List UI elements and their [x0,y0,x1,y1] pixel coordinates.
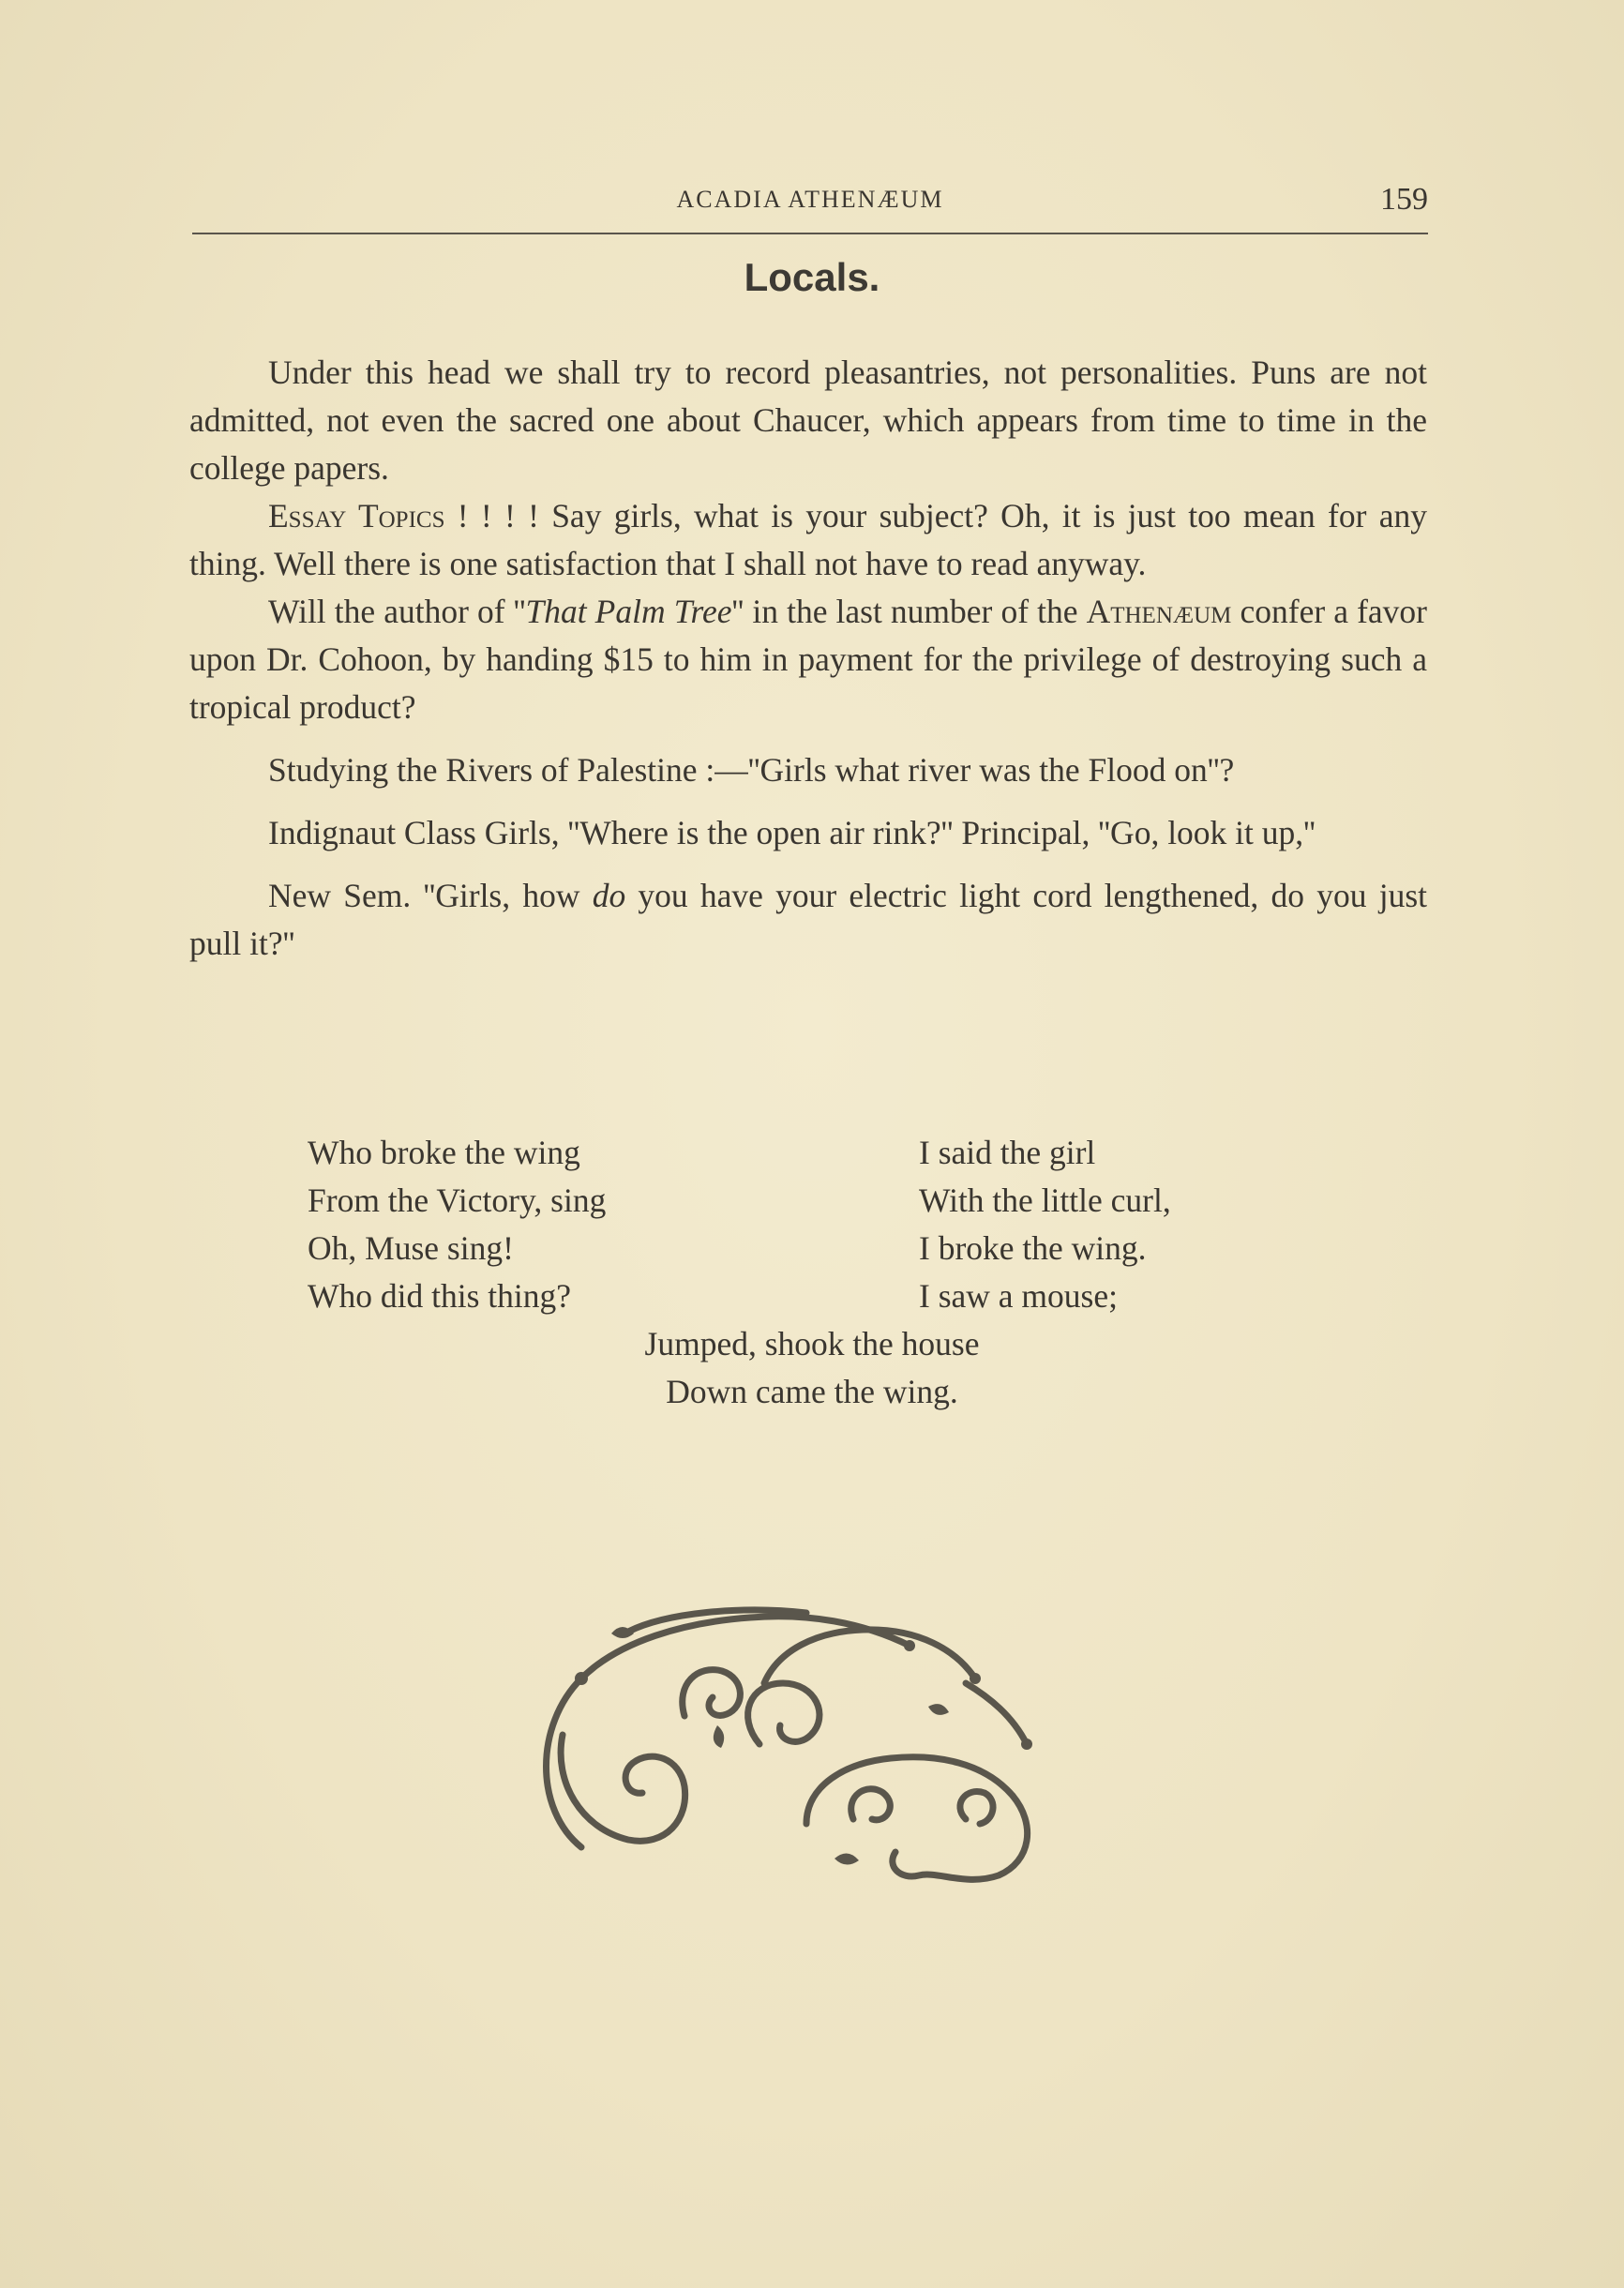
essay-topics-text: ! ! ! ! Say girls, what is your subject? Oh, it is just too mean for any thing. Well there is one satisfaction that I shall not have to read anyway. [189,497,1427,582]
paragraph-rink-text: Indignaut Class Girls, ''Where is the open air rink?'' Principal, ''Go, look it up,'' [268,814,1316,851]
paragraph-essay-topics [189,492,1427,588]
electric-cord-text-b: you have your electric light cord lengthened, do you just pull it?'' [189,877,1427,962]
poem-line: Who did this thing? [308,1277,572,1315]
palm-tree-text-c: confer a favor upon Dr. Cohoon, by handing $15 to him in payment for the privilege of destroying such a tropical product? [189,593,1427,726]
poem-line: Oh, Muse sing! [308,1229,514,1267]
poem-line: Down came the wing. [666,1373,958,1410]
paragraph-rink [189,809,1427,857]
paragraph-rivers-text: Studying the Rivers of Palestine :—''Girls what river was the Flood on''? [268,751,1235,789]
section-title: Locals. [744,255,880,299]
poem-line: From the Victory, sing [308,1182,607,1219]
poem-line: I said the girl [919,1134,1096,1171]
poem-right-column [919,1129,1171,1320]
poem-line: I broke the wing. [919,1229,1147,1267]
poem-line: Who broke the wing [308,1134,580,1171]
paragraph-intro-text: Under this head we shall try to record pleasantries, not personalities. Puns are not admitted, not even the sacred one about Chaucer, which appears from time to time in the college papers. [189,354,1427,487]
scroll-ornament-icon [525,1594,1088,1894]
running-head [192,182,1428,223]
poem-line: With the little curl, [919,1182,1171,1219]
poem-closing [0,1320,1624,1416]
article-body [189,349,1427,968]
journal-name: ACADIA ATHENÆUM [676,186,944,213]
poem-line: Jumped, shook the house [644,1325,980,1362]
paragraph-palm-tree [189,588,1427,731]
poem-line: I saw a mouse; [919,1277,1118,1315]
paragraph-electric-cord [189,872,1427,968]
palm-tree-text-a: Will the author of '' [268,593,526,630]
header-rule [192,233,1428,234]
paragraph-rivers [189,746,1427,794]
paragraph-intro [189,349,1427,492]
poem-left-column [308,1129,606,1320]
page-number: 159 [1380,182,1428,217]
journal-name-inline: Athenæum [1086,593,1232,630]
essay-topics-lead: Essay Topics [268,497,445,534]
electric-cord-text-a: New Sem. ''Girls, how [268,877,593,914]
palm-tree-text-b: '' in the last number of the [731,593,1087,630]
electric-cord-emphasis: do [592,877,626,914]
palm-tree-title: That Palm Tree [525,593,732,630]
